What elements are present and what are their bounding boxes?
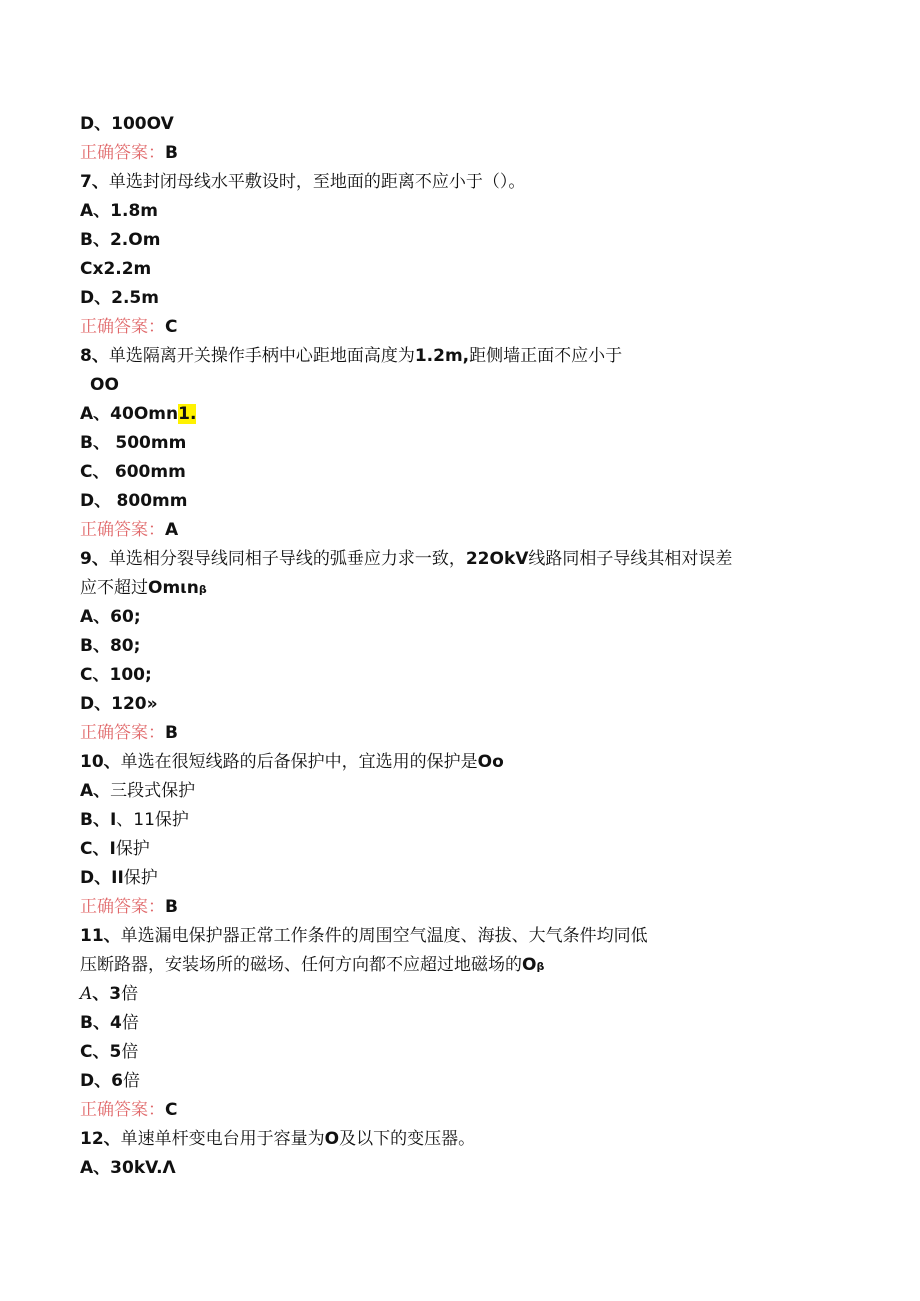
q11-answer — [80, 1099, 177, 1121]
option-letter: C、 — [80, 839, 110, 859]
option-text: 100OV — [111, 114, 174, 134]
q8-option-b — [80, 432, 186, 454]
question-text: 单选漏电保护器正常工作条件的周围空气温度、海拔、大气条件均同低 — [120, 926, 648, 946]
q10-stem — [80, 751, 504, 773]
option-letter: B、 — [80, 810, 110, 830]
option-letter: A、 — [80, 1158, 111, 1178]
q9-option-b — [80, 635, 140, 657]
q6-option-d — [80, 113, 174, 135]
question-value: 1.2m, — [414, 346, 470, 366]
q7-option-a — [80, 200, 158, 222]
answer-label: 正确答案： — [80, 897, 165, 917]
option-letter: C、 — [80, 462, 110, 482]
option-text: 保护 — [123, 868, 158, 888]
option-unit: 倍 — [121, 984, 139, 1004]
q10-answer — [80, 896, 178, 918]
q10-option-b — [80, 809, 189, 831]
answer-value: B — [165, 143, 178, 163]
option-text: 120» — [111, 694, 158, 714]
question-blank: O — [324, 1129, 340, 1149]
answer-value: A — [165, 520, 179, 540]
question-number: 12、 — [80, 1129, 121, 1149]
option-text: 60; — [110, 607, 141, 627]
question-number: 10、 — [80, 752, 121, 772]
option-number: 3 — [109, 984, 122, 1004]
q9-answer — [80, 722, 178, 744]
answer-label: 正确答案： — [80, 317, 165, 337]
q9-stem — [80, 548, 732, 570]
question-blank: Omιn — [148, 578, 199, 598]
question-text: 单选在很短线路的后备保护中，宜选用的保护是 — [120, 752, 478, 772]
q7-stem — [80, 171, 525, 193]
option-letter: B、 — [80, 1013, 110, 1033]
option-letter: D、 — [80, 288, 112, 308]
option-text: 500mm — [115, 433, 187, 453]
option-letter: D、 — [80, 1071, 112, 1091]
option-text: II — [111, 868, 124, 888]
q7-option-d — [80, 287, 159, 309]
option-text: 100; — [109, 665, 152, 685]
option-letter: A — [80, 984, 93, 1004]
q11-stem-continuation — [80, 954, 544, 976]
question-text: 单选隔离开关操作手柄中心距地面高度为 — [108, 346, 415, 366]
question-number: 7、 — [80, 172, 109, 192]
option-number: 4 — [109, 1013, 122, 1033]
answer-value: C — [165, 317, 178, 337]
question-text: 压断路器，安装场所的磁场、任何方向都不应超过地磁场的 — [80, 955, 522, 975]
q9-option-c — [80, 664, 152, 686]
q8-option-a — [80, 403, 196, 425]
question-blank: Oo — [477, 752, 504, 772]
option-separator: 、 — [92, 984, 110, 1004]
answer-value: B — [165, 723, 178, 743]
option-text: 1.8m — [110, 201, 159, 221]
answer-label: 正确答案： — [80, 723, 165, 743]
answer-label: 正确答案： — [80, 520, 165, 540]
option-text: Cx2.2m — [80, 259, 152, 279]
option-text: 40Omn — [110, 404, 179, 424]
option-unit: 倍 — [122, 1071, 140, 1091]
answer-value: B — [165, 897, 178, 917]
q11-option-a — [80, 983, 138, 1005]
option-letter: A、 — [80, 781, 111, 801]
question-value: 22OkV — [465, 549, 529, 569]
option-letter: A、 — [80, 607, 111, 627]
option-letter: A、 — [80, 201, 111, 221]
q9-stem-continuation — [80, 577, 207, 599]
question-blank: OO — [90, 375, 119, 395]
option-text: 600mm — [114, 462, 186, 482]
option-letter: C、 — [80, 665, 110, 685]
answer-label: 正确答案： — [80, 143, 165, 163]
question-text: 及以下的变压器。 — [339, 1129, 476, 1149]
q7-option-b — [80, 229, 160, 251]
option-text: 保护 — [115, 839, 150, 859]
question-text: 单选相分裂导线同相子导线的弧垂应力求一致， — [108, 549, 466, 569]
q12-option-a — [80, 1157, 176, 1179]
q9-option-d — [80, 693, 158, 715]
question-text: 距侧墙正面不应小于 — [469, 346, 623, 366]
q6-answer — [80, 142, 178, 164]
option-text: I — [109, 839, 116, 859]
q8-answer — [80, 519, 178, 541]
option-letter: D、 — [80, 868, 112, 888]
question-text: 单选封闭母线水平敷设时，至地面的距离不应小于（）。 — [108, 172, 526, 192]
option-text: I — [109, 810, 117, 830]
q11-option-d — [80, 1070, 140, 1092]
highlight-mark: 1. — [178, 404, 197, 424]
question-text: 线路同相子导线其相对误差 — [528, 549, 733, 569]
option-number: 5 — [109, 1042, 122, 1062]
option-text: 三段式保护 — [110, 781, 196, 801]
q10-option-c — [80, 838, 150, 860]
question-text: 应不超过 — [80, 578, 148, 598]
q8-option-c — [80, 461, 186, 483]
q8-stem-continuation — [90, 374, 119, 396]
question-number: 8、 — [80, 346, 109, 366]
option-letter: B、 — [80, 636, 110, 656]
option-text: 80; — [109, 636, 141, 656]
option-unit: 倍 — [121, 1013, 139, 1033]
q11-stem — [80, 925, 648, 947]
option-letter: D、 — [80, 491, 112, 511]
answer-value: C — [165, 1100, 178, 1120]
option-text: 2.5m — [111, 288, 159, 308]
q8-stem — [80, 345, 622, 367]
option-letter: D、 — [80, 694, 112, 714]
question-end-mark: β — [198, 583, 207, 596]
q7-answer — [80, 316, 177, 338]
question-number: 9、 — [80, 549, 109, 569]
q11-option-c — [80, 1041, 138, 1063]
q10-option-a — [80, 780, 195, 802]
answer-label: 正确答案： — [80, 1100, 165, 1120]
option-letter: A、 — [80, 404, 111, 424]
option-number: 6 — [111, 1071, 123, 1091]
option-text: 800mm — [116, 491, 188, 511]
question-end-mark: β — [536, 960, 545, 973]
option-letter: C、 — [80, 1042, 110, 1062]
option-text: 、11保护 — [116, 810, 189, 830]
option-letter: B、 — [80, 433, 110, 453]
question-text: 单速单杆变电台用于容量为 — [120, 1129, 325, 1149]
q7-option-c — [80, 258, 151, 280]
question-blank: O — [522, 955, 537, 975]
option-text: 30kV.Λ — [110, 1158, 176, 1178]
option-letter: B、 — [80, 230, 110, 250]
q8-option-d — [80, 490, 187, 512]
option-text: 2.Om — [109, 230, 161, 250]
q10-option-d — [80, 867, 158, 889]
q9-option-a — [80, 606, 141, 628]
q11-option-b — [80, 1012, 139, 1034]
option-letter: D、 — [80, 114, 112, 134]
question-number: 11、 — [80, 926, 121, 946]
q12-stem — [80, 1128, 475, 1150]
option-unit: 倍 — [121, 1042, 139, 1062]
